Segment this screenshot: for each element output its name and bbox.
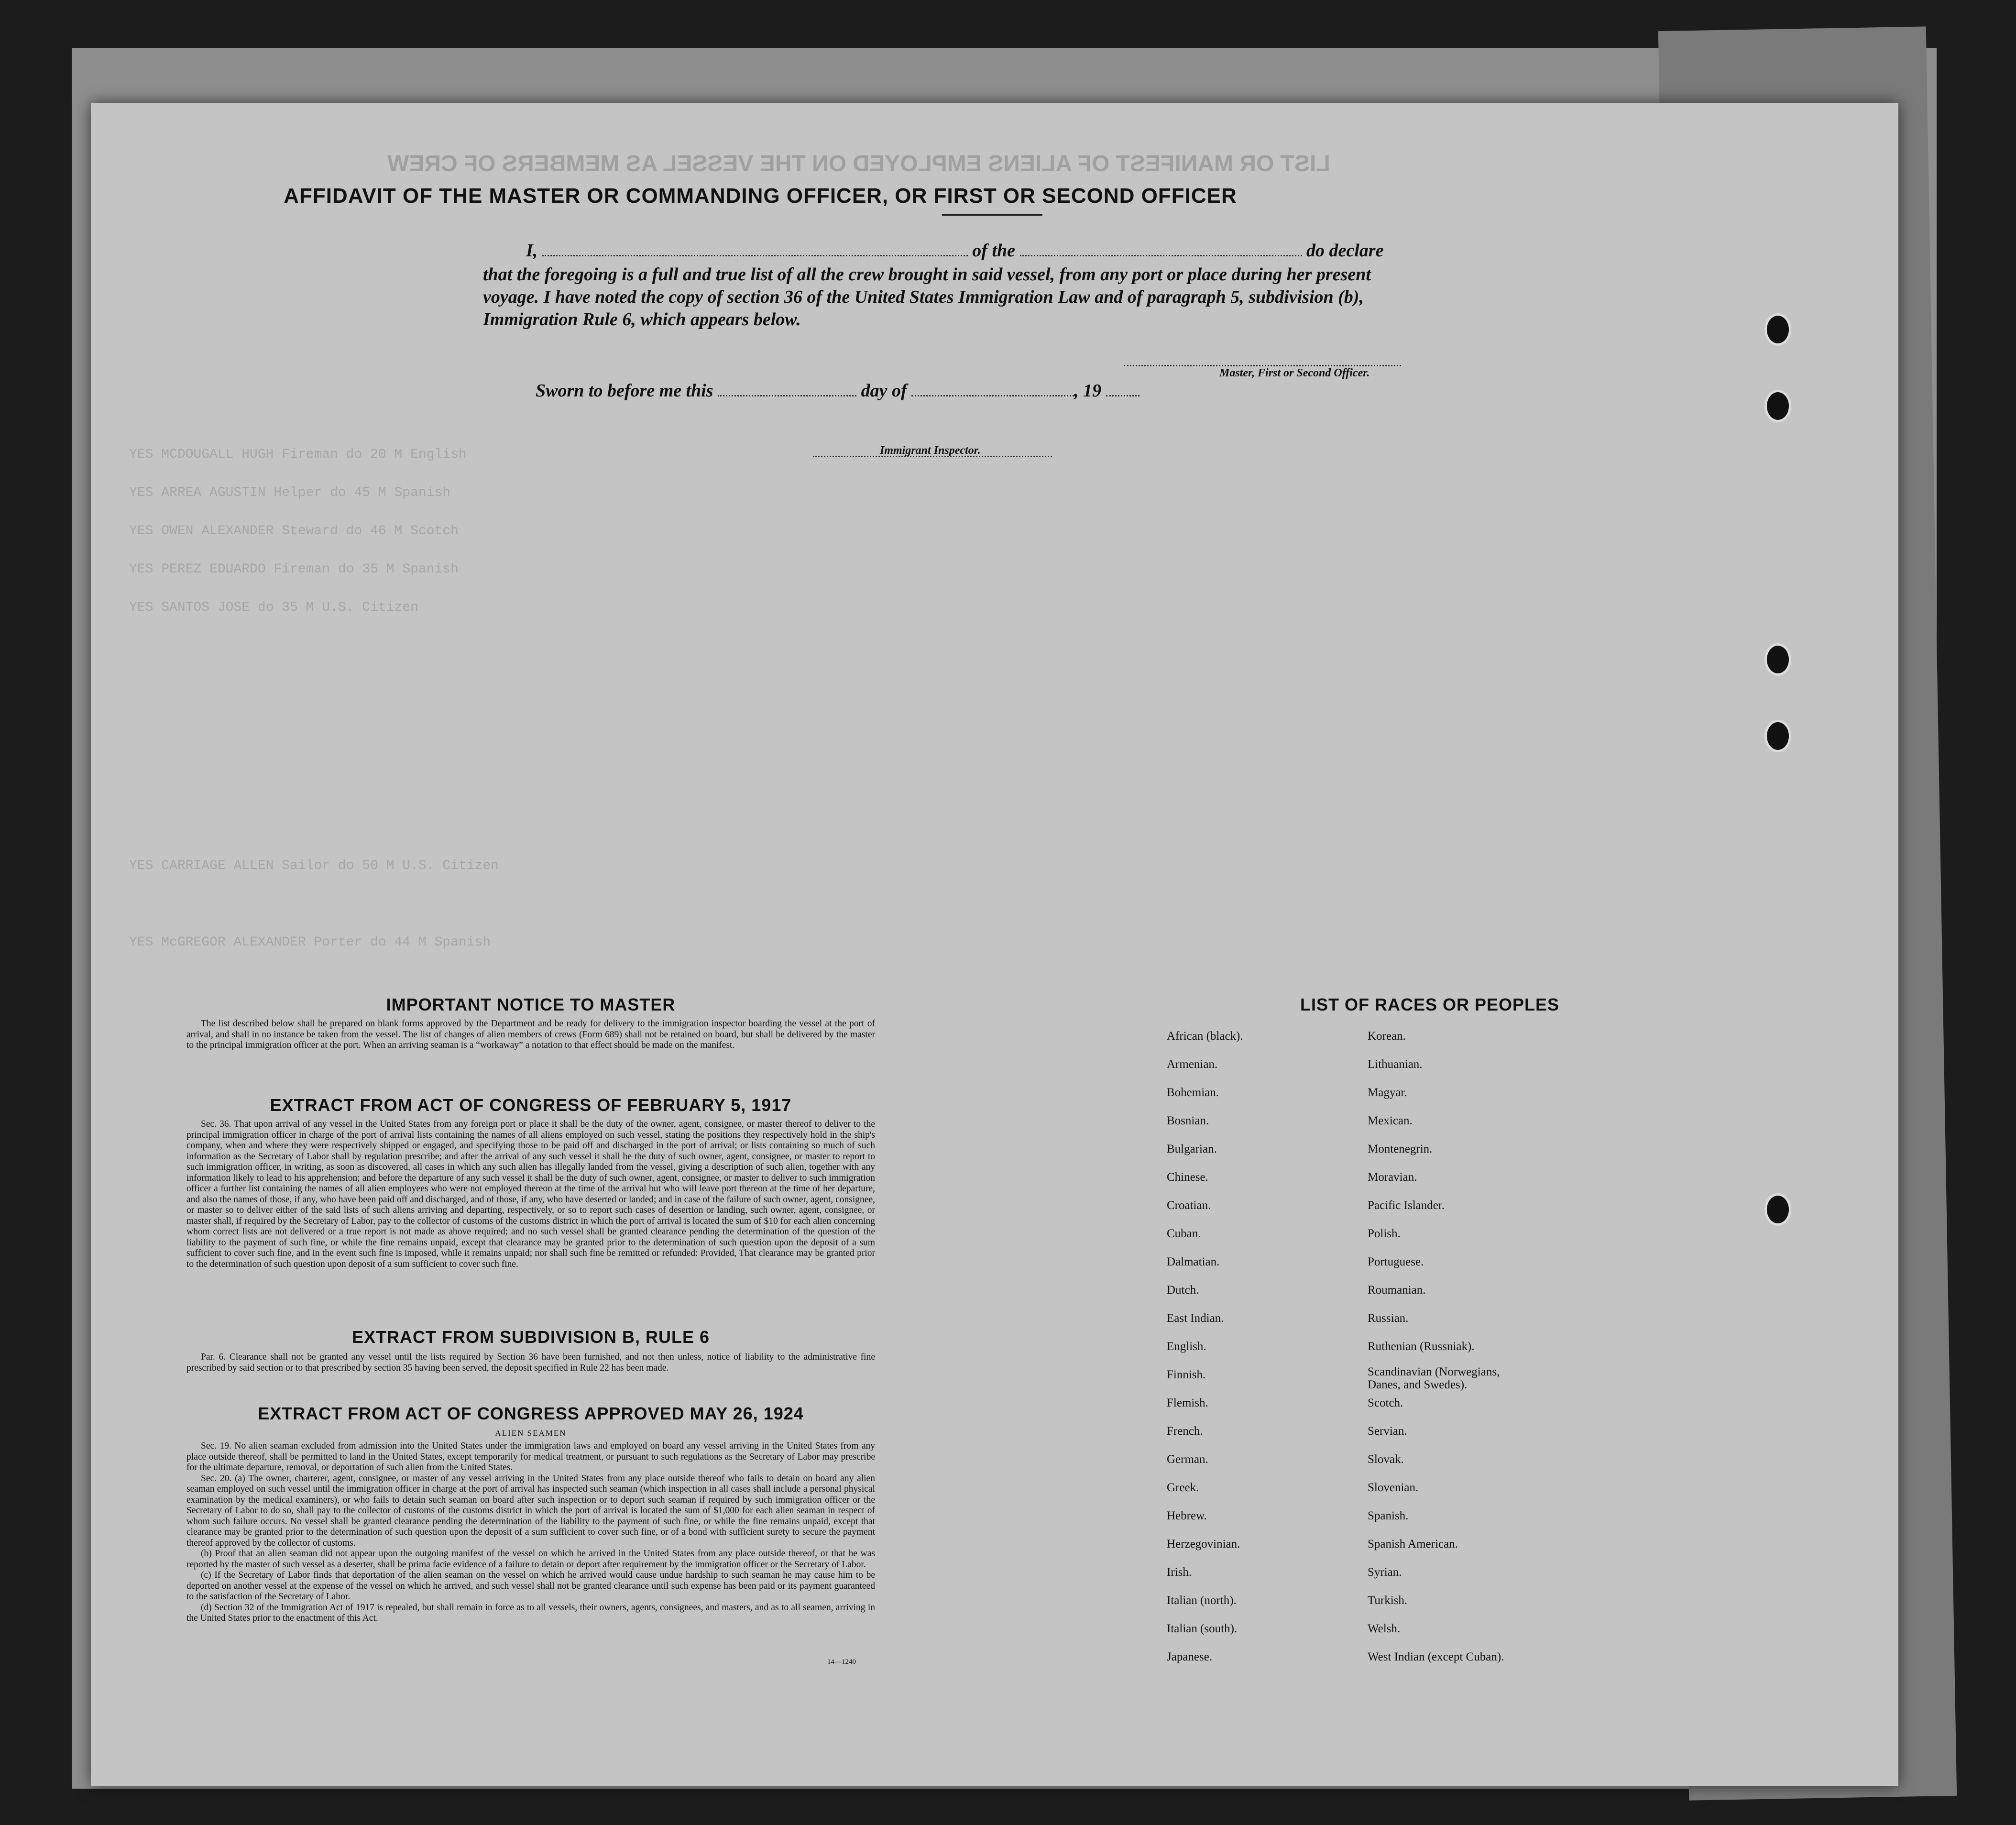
extract-1924-text [186,1441,875,1624]
race-item: Italian (south). [1167,1622,1238,1635]
bleed-through-row: YES McGREGOR ALEXANDER Porter do 44 M Spanish [129,935,491,950]
race-item: German. [1167,1453,1208,1466]
day-blank[interactable] [718,395,856,396]
name-blank[interactable] [542,255,968,256]
race-item: Bosnian. [1167,1114,1209,1127]
race-item: Turkish. [1368,1594,1408,1607]
sworn-line [536,379,1139,402]
bleed-through-row: YES MCDOUGALL HUGH Fireman do 20 M English [129,447,467,462]
race-item: Moravian. [1368,1171,1417,1184]
races-title: LIST OF RACES OR PEOPLES [1300,995,1560,1014]
extract-1917-text [186,1119,875,1270]
binder-hole [1764,313,1791,346]
affidavit-declare-text: do declare [1306,241,1384,261]
race-item: Portuguese. [1368,1255,1424,1268]
affidavit-i-text: I, [526,241,538,261]
section-20a-paragraph: Sec. 20. (a) The owner, charterer, agent, consignee, or master of any vessel arriving in the United States from any place outside thereof who fails to detain on board any alien seaman employed on such vessel until the immigration officer in charge at the port of arrival has inspected such seaman (which inspection in all cases shall include a personal physical examination by the medical examiners), or who fails to detain such seaman on board after such inspection or to deport such seaman if required by such immigration officer or the Secretary of Labor to do so, shall pay to the collector of customs of the customs district in which the port of arrival is located the sum of $1,000 for each alien seaman in respect of whom such failure occurs. No vessel shall be granted clearance pending the determination of the liability to the payment of such fine, or while the fine remains unpaid, except that clearance may be granted prior to the determination of such question upon the deposit of a sum sufficient to cover such fine, or of a bond with sufficient surety to secure the payment thereof approved by the collector of customs. [186,1473,875,1548]
extract-1924-title: EXTRACT FROM ACT OF CONGRESS APPROVED MAY 26, 1924 [258,1404,804,1423]
race-item: Italian (north). [1167,1594,1237,1607]
affidavit-line-3: voyage. I have noted the copy of section 36 of the United States Immigration Law and of paragraph 5, subdivision (b), [483,287,1364,307]
race-item: West Indian (except Cuban). [1368,1650,1504,1663]
race-item: Cuban. [1167,1227,1201,1240]
vessel-blank[interactable] [1020,255,1302,256]
section-19-paragraph: Sec. 19. No alien seaman excluded from admission into the United States under the immigration laws and employed on board any vessel arriving in the United States from any place outside thereof, shall be permitted to land in the United States, except temporarily for medical treatment, or pursuant to such regulations as the Secretary of Labor may prescribe for the ultimate departure, removal, or deportation of such alien from the United States. [186,1441,875,1473]
race-item: Welsh. [1368,1622,1401,1635]
section-20d-paragraph: (d) Section 32 of the Immigration Act of 1917 is repealed, but shall remain in force as to all vessels, their owners, agents, consignees, and masters, and as to all seamen, arriving in the United States prior to the enactment of this Act. [186,1602,875,1623]
race-item: Ruthenian (Russniak). [1368,1340,1475,1353]
master-signature-caption: Master, First or Second Officer. [1219,367,1370,379]
race-item: French. [1167,1425,1203,1438]
section-36-paragraph: Sec. 36. That upon arrival of any vessel in the United States from any foreign port or place it shall be the duty of the owner, agent, consignee, or master thereof to deliver to the principal immigration officer in charge of the port of arrival lists containing the names of all aliens employed on such vessel, stating the positions they respectively hold in the ship's company, when and where they were respectively shipped or engaged, and specifying those to be paid off and discharged in the port of arrival; or lists containing so much of such information as the Secretary of Labor shall by regulation prescribe; and after the arrival of any such vessel it shall be the duty of such owner, agent, consignee, or master to report to such immigration officer, in writing, as soon as discovered, all cases in which any such alien has illegally landed from the vessel, giving a description of such alien, together with any information likely to lead to his apprehension; and before the departure of any such vessel it shall be the duty of such owner, agent, consignee, or master to deliver to such immigration officer a further list containing the names of all alien employees who were not employed thereon at the time of the arrival but who will leave port thereon at the time of her departure, and also the names of those, if any, who have been paid off and discharged, and of those, if any, who have deserted or landed; and in case of the failure of such owner, agent, consignee, or master so to deliver either of the said lists of such aliens arriving and departing, respectively, or so to report such cases of desertion or landing, such owner, agent, consignee, or master shall, if required by the Secretary of Labor, pay to the collector of customs of the customs district in which the port of arrival is located the sum of $10 for each alien concerning whom correct lists are not delivered or a true report is not made as above required; and no such vessel shall be granted clearance pending the determination of the question of the liability to the payment of such fine, or while the fine remains unpaid, except that clearance may be granted prior to the determination of such question upon the deposit of a sum sufficient to cover such fine, and in the event such fine is imposed, while it remains unpaid; nor shall such fine be remitted or refunded: Provided, That clearance may be granted prior to the determination of such question upon deposit of a sum sufficient to cover such fine. [186,1119,875,1269]
race-item: Spanish. [1368,1509,1409,1522]
race-item: Irish. [1167,1566,1192,1579]
race-item: Japanese. [1167,1650,1213,1663]
race-item: Syrian. [1368,1566,1402,1579]
race-item: Servian. [1368,1425,1407,1438]
race-item: African (black). [1167,1030,1243,1043]
race-item: Slovak. [1368,1453,1404,1466]
race-item: East Indian. [1167,1312,1224,1325]
year-prefix-text: , 19 [1074,381,1102,401]
race-item: Croatian. [1167,1199,1211,1212]
year-blank[interactable] [1106,395,1139,396]
binder-hole [1764,720,1791,752]
affidavit-title: AFFIDAVIT OF THE MASTER OR COMMANDING OFFICER, OR FIRST OR SECOND OFFICER [284,184,1237,208]
race-item: Scandinavian (Norwegians, Danes, and Swedes). [1368,1365,1500,1391]
binder-hole [1764,643,1791,676]
race-item: Dalmatian. [1167,1255,1220,1268]
bleed-through-row: YES PEREZ EDUARDO Fireman do 35 M Spanish [129,562,459,577]
race-item: Slovenian. [1368,1481,1419,1494]
document-page [91,103,1898,1786]
affidavit-of-the-text: of the [972,241,1016,261]
alien-seamen-subtitle: ALIEN SEAMEN [495,1429,567,1438]
race-item: Russian. [1368,1312,1409,1325]
rule-6-text [186,1352,875,1374]
race-item: Hebrew. [1167,1509,1207,1522]
binder-hole [1764,390,1791,422]
rule-6-paragraph: Par. 6. Clearance shall not be granted any vessel until the lists required by Section 36 have been furnished, and not then unless, notice of liability to the administrative fine prescribed by said section or to that prescribed by section 35 having been served, the deposit specified in Rule 22 has been made. [186,1352,875,1373]
race-item: Herzegovinian. [1167,1538,1240,1550]
race-item: Lithuanian. [1368,1058,1423,1071]
sworn-text: Sworn to before me this [536,381,713,401]
notice-text [186,1019,875,1051]
bleed-through-row: YES SANTOS JOSE do 35 M U.S. Citizen [129,600,418,615]
race-item: Mexican. [1368,1114,1413,1127]
extract-1917-title: EXTRACT FROM ACT OF CONGRESS OF FEBRUARY 5, 1917 [270,1095,792,1115]
day-of-text: day of [861,381,907,401]
race-item: Scotch. [1368,1396,1403,1409]
race-item: Magyar. [1368,1086,1407,1099]
master-signature-line[interactable] [1124,365,1401,366]
race-item: Roumanian. [1368,1284,1426,1297]
section-20b-paragraph: (b) Proof that an alien seaman did not appear upon the outgoing manifest of the vessel on which he arrived in the United States from any place outside thereof, or that he was reported by the master of such vessel as a deserter, shall be prima facie evidence of a failure to detain or deport after requirement by the immigration officer or the Secretary of Labor. [186,1549,875,1570]
race-item: Polish. [1368,1227,1401,1240]
bleed-through-row: YES ARREA AGUSTIN Helper do 45 M Spanish [129,485,451,500]
bleed-through-title: LIST OR MANIFEST OF ALIENS EMPLOYED ON THE VESSEL AS MEMBERS OF CREW [387,151,1330,176]
notice-title: IMPORTANT NOTICE TO MASTER [386,995,676,1014]
affidavit-line-4: Immigration Rule 6, which appears below. [483,309,801,330]
race-item: Montenegrin. [1368,1143,1433,1155]
race-item: Finnish. [1167,1368,1206,1381]
race-item: Dutch. [1167,1284,1199,1297]
race-item: Korean. [1368,1030,1406,1043]
rule-6-title: EXTRACT FROM SUBDIVISION B, RULE 6 [351,1327,710,1347]
race-item: English. [1167,1340,1206,1353]
race-item: Greek. [1167,1481,1199,1494]
section-20c-paragraph: (c) If the Secretary of Labor finds that deportation of the alien seaman on the vessel on which he arrived would cause undue hardship to such seaman he may cause him to be deported on another vessel at the expense of the vessel on which he arrived, and such vessel shall not be granted clearance until such expense has been paid or its payment guaranteed to the satisfaction of the Secretary of Labor. [186,1570,875,1602]
title-rule [942,214,1042,216]
affidavit-line-2: that the foregoing is a full and true list of all the crew brought in said vessel, from any port or place during her present [483,264,1371,285]
race-item: Pacific Islander. [1368,1199,1445,1212]
bleed-through-row: YES OWEN ALEXANDER Steward do 46 M Scotch [129,524,459,539]
notice-paragraph: The list described below shall be prepared on blank forms approved by the Department and be ready for delivery to the immigration inspector boarding the vessel at the port of arrival, and shall in no instance be taken from the vessel. The list of changes of alien members of crews (Form 689) shall not be retained on board, but shall be delivered by the master to the principal immigration officer at the port. When an arriving seaman is a “workaway” a notation to that effect should be made on the manifest. [186,1019,875,1050]
race-item: Bohemian. [1167,1086,1219,1099]
race-item: Bulgarian. [1167,1143,1217,1155]
bleed-through-row: YES CARRIAGE ALLEN Sailor do 50 M U.S. Citizen [129,858,499,873]
inspector-caption: Immigrant Inspector. [880,444,981,457]
form-number: 14—1240 [827,1658,856,1666]
binder-hole [1764,1193,1791,1226]
race-item: Chinese. [1167,1171,1208,1184]
race-item: Flemish. [1167,1396,1208,1409]
race-item: Spanish American. [1368,1538,1458,1550]
affidavit-line-1 [526,239,1383,262]
month-blank[interactable] [911,395,1074,396]
race-item: Armenian. [1167,1058,1218,1071]
